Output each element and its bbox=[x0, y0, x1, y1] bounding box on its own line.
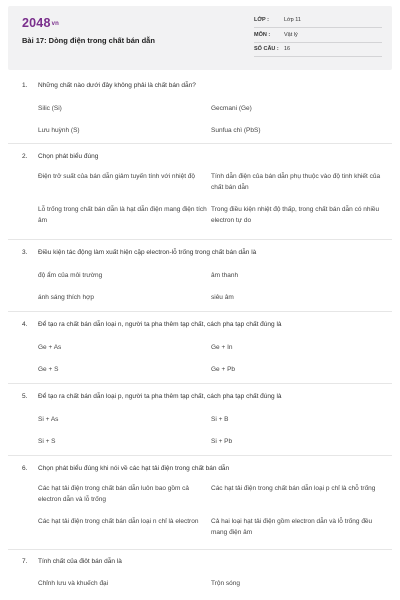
answer-option[interactable]: Si + As bbox=[38, 416, 59, 423]
answer-option[interactable]: Các hạt tải điện trong chất bán dẫn loại n chỉ là electron bbox=[38, 518, 199, 525]
meta-underline bbox=[254, 27, 382, 28]
meta-label: SỐ CÂU : bbox=[254, 46, 279, 52]
question-divider bbox=[8, 311, 392, 312]
question-divider bbox=[8, 239, 392, 240]
meta-question-count bbox=[254, 46, 382, 57]
answer-option[interactable]: Ge + As bbox=[38, 344, 62, 351]
answer-option[interactable]: Các hạt tải điện trong chất bán dẫn loại p chỉ là chỗ trống bbox=[211, 485, 376, 492]
answer-option[interactable]: Lỗ trống trong chất bán dẫn là hạt dẫn điện mang điện tích âm bbox=[38, 206, 207, 224]
answer-option[interactable]: Điện trở suất của bán dẫn giảm tuyến tính với nhiệt độ bbox=[38, 173, 196, 180]
answer-option[interactable]: Ge + In bbox=[211, 344, 233, 351]
question-number: 1. bbox=[22, 82, 28, 89]
question-number: 3. bbox=[22, 249, 28, 256]
question-divider bbox=[8, 143, 392, 144]
question-stem bbox=[22, 82, 196, 89]
answer-option[interactable]: âm thanh bbox=[211, 272, 239, 279]
question-number: 7. bbox=[22, 558, 28, 565]
answer-option[interactable]: Si + Pb bbox=[211, 438, 233, 445]
meta-value: Vật lý bbox=[284, 32, 298, 38]
lesson-title: Bài 17: Dòng điện trong chất bán dẫn bbox=[22, 36, 155, 45]
meta-subject bbox=[254, 32, 382, 43]
meta-value: 16 bbox=[284, 46, 291, 52]
question-number: 4. bbox=[22, 321, 28, 328]
question-stem bbox=[22, 249, 256, 256]
answer-option[interactable]: Gecmani (Ge) bbox=[211, 105, 252, 112]
question-text: Để tạo ra chất bán dẫn loại p, người ta pha thêm tạp chất, cách pha tạp chất đúng là bbox=[38, 393, 282, 400]
question-stem bbox=[22, 558, 122, 565]
question-stem bbox=[22, 321, 282, 328]
answer-option[interactable]: ánh sáng thích hợp bbox=[38, 294, 94, 301]
question-text: Chọn phát biểu đúng khi nói về các hạt tải điện trong chất bán dẫn bbox=[38, 465, 230, 472]
answer-option[interactable]: Tính dẫn điện của bán dẫn phụ thuộc vào độ tinh khiết của chất bán dẫn bbox=[211, 173, 381, 191]
question-divider bbox=[8, 383, 392, 384]
meta-underline bbox=[254, 42, 382, 43]
answer-option[interactable]: Trong điều kiện nhiệt độ thấp, trong chất bán dẫn có nhiều electron tự do bbox=[211, 206, 380, 224]
question-number: 5. bbox=[22, 393, 28, 400]
logo-text: 2048 bbox=[22, 16, 51, 30]
question-number: 6. bbox=[22, 465, 28, 472]
question-text: Chọn phát biểu đúng bbox=[38, 153, 99, 160]
question-text: Những chất nào dưới đây không phải là chất bán dẫn? bbox=[38, 82, 196, 89]
question-text: Điều kiện tác động làm xuất hiện cặp electron-lỗ trống trong chất bán dẫn là bbox=[38, 249, 257, 256]
meta-grade bbox=[254, 17, 382, 28]
answer-option[interactable]: Các hạt tải điện trong chất bán dẫn luôn bao gồm cả electron dẫn và lỗ trống bbox=[38, 485, 190, 503]
question-text: Tính chất của điôt bán dẫn là bbox=[38, 558, 122, 565]
meta-label: LỚP : bbox=[254, 17, 269, 23]
answer-option[interactable]: độ ẩm của môi trường bbox=[38, 272, 103, 279]
answer-option[interactable]: Sunfua chì (PbS) bbox=[211, 127, 261, 134]
answer-option[interactable]: Lưu huỳnh (S) bbox=[38, 127, 80, 134]
question-stem bbox=[22, 465, 229, 472]
answer-option[interactable]: Chỉnh lưu và khuếch đại bbox=[38, 580, 109, 587]
question-stem bbox=[22, 153, 98, 160]
answer-option[interactable]: Ge + S bbox=[38, 366, 59, 373]
answer-option[interactable]: Cả hai loại hạt tải điện gồm electron dẫn và lỗ trống đều mang điện âm bbox=[211, 518, 373, 536]
site-logo[interactable] bbox=[22, 16, 59, 30]
answer-option[interactable]: Si + S bbox=[38, 438, 56, 445]
meta-label: MÔN : bbox=[254, 32, 271, 38]
answer-option[interactable]: Ge + Pb bbox=[211, 366, 236, 373]
answer-option[interactable]: Si + B bbox=[211, 416, 229, 423]
question-number: 2. bbox=[22, 153, 28, 160]
answer-option[interactable]: Silic (Si) bbox=[38, 105, 62, 112]
question-divider bbox=[8, 455, 392, 456]
question-stem bbox=[22, 393, 282, 400]
question-divider bbox=[8, 549, 392, 550]
answer-option[interactable]: siêu âm bbox=[211, 294, 234, 301]
answer-option[interactable]: Trộn sóng bbox=[211, 580, 241, 587]
question-text: Để tạo ra chất bán dẫn loại n, người ta pha thêm tạp chất, cách pha tạp chất đúng là bbox=[38, 321, 282, 328]
logo-suffix: vn bbox=[51, 20, 60, 27]
meta-value: Lớp 11 bbox=[284, 17, 301, 23]
meta-underline bbox=[254, 56, 382, 57]
